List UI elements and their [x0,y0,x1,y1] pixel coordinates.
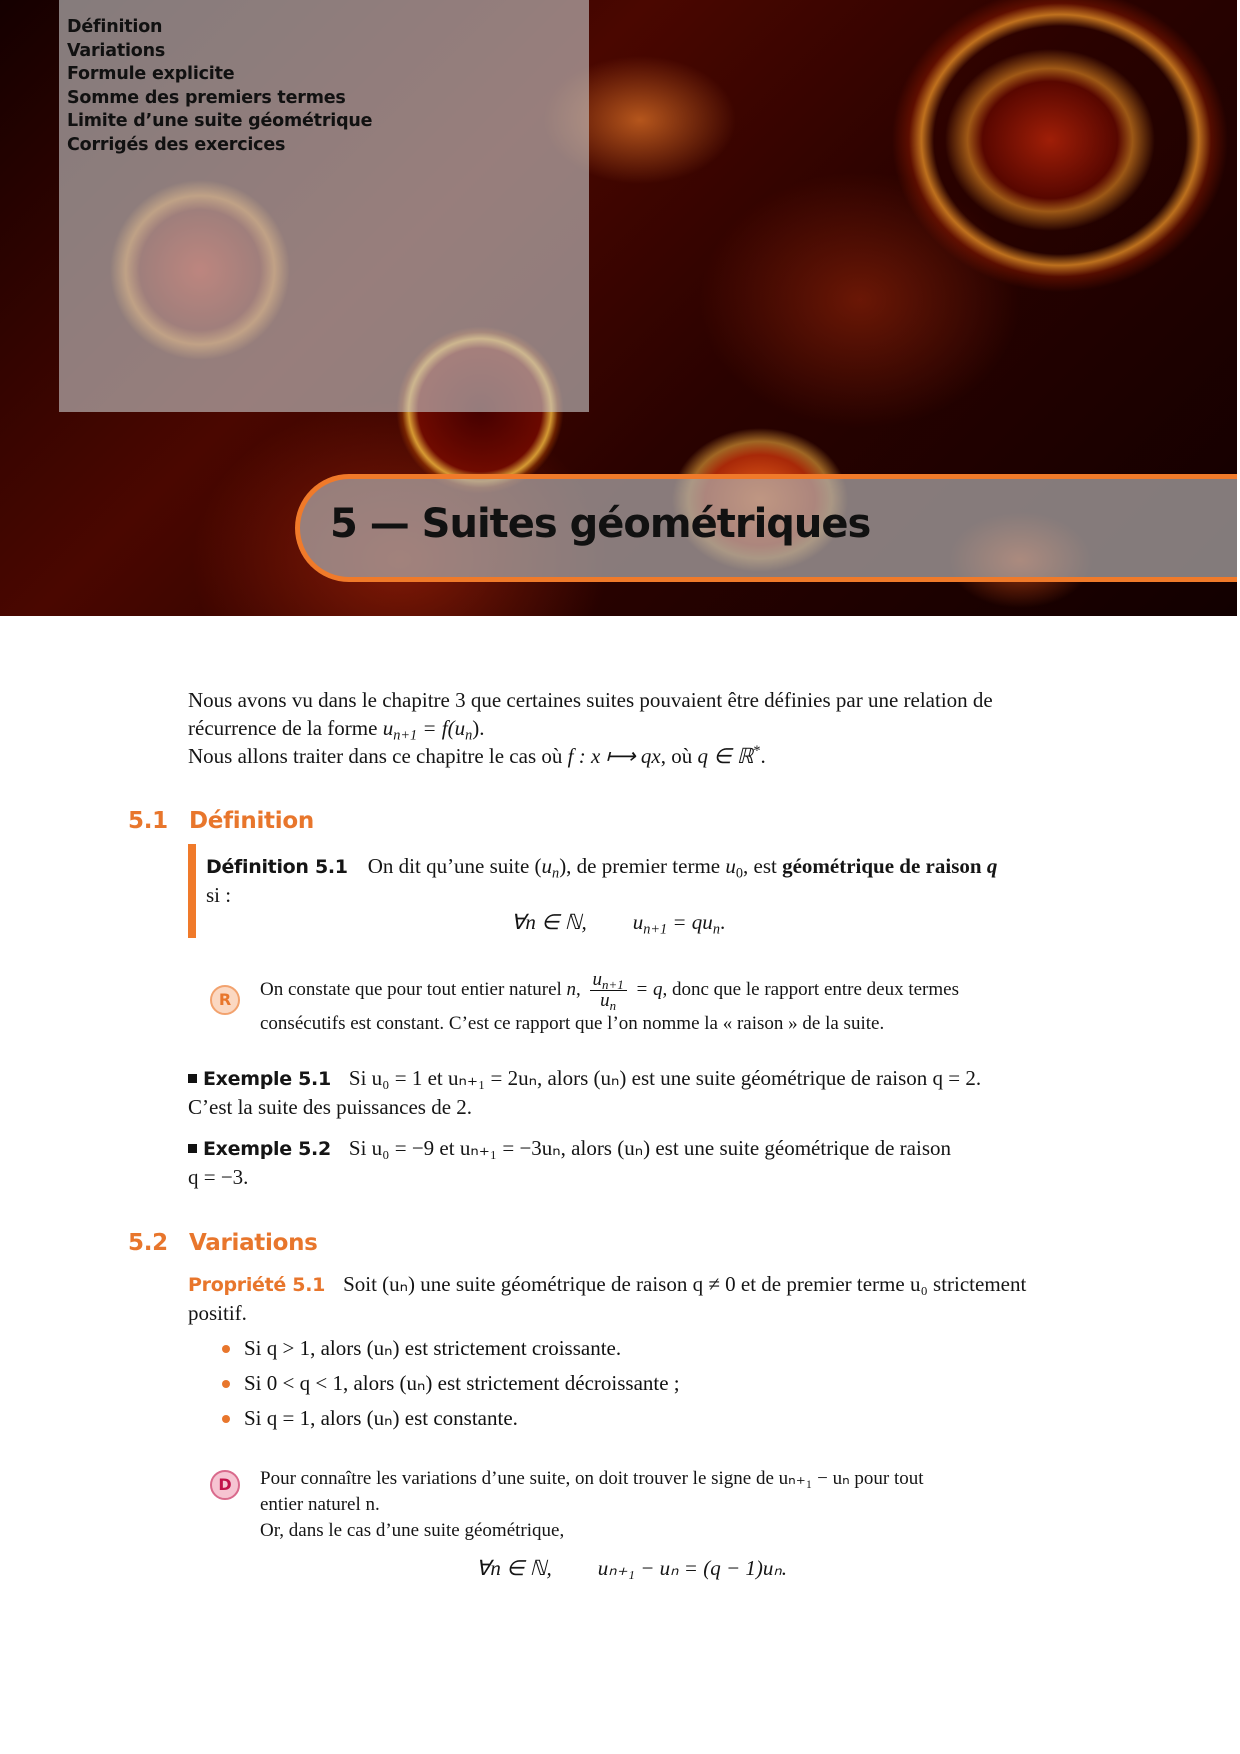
intro-line-1: Nous avons vu dans le chapitre 3 que certaines suites pouvaient être définies par une relation de [188,688,993,712]
math-qu: = qu [667,910,713,934]
example-text: Si u₀ = 1 et uₙ₊₁ = 2uₙ, alors (uₙ) est une suite géométrique de raison q = 2. [348,1066,982,1090]
example-label: Exemple 5.1 [203,1068,331,1090]
formula-difference: uₙ₊₁ − uₙ = (q − 1)uₙ. [597,1556,787,1580]
remark-text-start: On constate que pour tout entier naturel [260,978,567,1000]
math-u: u [600,990,610,1011]
definition-bold: géométrique de raison [782,854,987,878]
math-star: * [753,743,761,759]
intro-line-3-mid: , où [660,744,698,768]
intro-paragraph [188,686,1068,770]
section-title-text: Définition [189,808,314,834]
fraction-numerator [590,970,627,991]
toc-item-variations[interactable]: Variations [67,40,166,61]
example-line-1 [188,1134,1068,1163]
definition-formula [511,908,911,936]
math-u: u [632,910,644,934]
math-map: f : x ⟼ qx [567,744,661,768]
property-label: Propriété 5.1 [188,1274,326,1296]
intro-line-3-end: . [760,744,766,768]
demo-line-3: Or, dans le cas d’une suite géométrique, [260,1520,565,1541]
bullet-text: Si q > 1, alors (uₙ) est strictement croissante. [244,1336,622,1360]
demo-formula [476,1554,876,1582]
definition-text-mid2: , est [743,854,783,878]
chapter-title-band [295,474,1237,582]
math-end: . [719,910,726,934]
toc-item-corriges[interactable]: Corrigés des exercices [67,134,286,155]
example-label: Exemple 5.2 [203,1138,331,1160]
example-5-2 [188,1134,1068,1191]
formula-forall: ∀n ∈ ℕ, [476,1556,552,1580]
property-text: Soit (uₙ) une suite géométrique de raison q ≠ 0 et de premier terme u₀ strictement [343,1272,1027,1296]
math-u: u [725,854,736,878]
intro-line-2 [188,714,1068,742]
intro-line-3-text: Nous allons traiter dans ce chapitre le cas où [188,744,568,768]
bullet-dot-icon [222,1345,230,1353]
section-heading-variations [128,1230,318,1256]
fraction [590,970,627,1011]
math-sub: n [465,727,473,744]
mini-toc [59,0,589,157]
section-heading-definition [128,808,314,834]
square-bullet-icon [188,1074,197,1083]
section-title-text: Variations [189,1230,318,1256]
example-text: Si u₀ = −9 et uₙ₊₁ = −3uₙ, alors (uₙ) est une suite géométrique de raison [348,1136,951,1160]
definition-text [206,852,1056,909]
math-u: u [592,969,603,990]
property-bullet-list [222,1331,680,1436]
math-sub: n [712,921,720,938]
math-eq-q: = q [630,978,663,1000]
property-bullet [222,1366,680,1401]
demo-text [260,1466,1060,1544]
math-sub: n [609,997,617,1013]
example-5-1 [188,1064,1068,1121]
math-u: u [382,716,394,740]
math-end: ). [472,716,485,740]
section-number: 5.2 [128,1230,168,1256]
definition-bold-q: q [986,854,998,878]
formula-forall: ∀n ∈ ℕ, [511,910,587,934]
toc-item-definition[interactable]: Définition [67,17,163,37]
remark-line-1: On constate que pour tout entier naturel n, $\frac{u_{n+1}}{u_n}$ = q, donc que le rapport entre deux termes [260,969,959,1013]
example-line-1 [188,1064,1068,1093]
definition-text-start: On dit qu’une suite ( [367,854,542,878]
definition-box [188,844,1048,938]
bullet-text: Si 0 < q < 1, alors (uₙ) est strictement décroissante ; [244,1371,680,1395]
toc-item-limite[interactable]: Limite d’une suite géométrique [67,111,373,131]
definition-label: Définition 5.1 [206,856,348,878]
property-5-1 [188,1270,1068,1327]
bullet-dot-icon [222,1380,230,1388]
definition-text-mid: ), de premier terme [559,854,726,878]
math-n: n [566,978,577,1000]
math-sub: n+1 [643,921,668,938]
intro-line-3 [188,742,1068,770]
chapter-banner [0,0,1237,616]
math-u: u [541,854,553,878]
square-bullet-icon [188,1144,197,1153]
bullet-text: Si q = 1, alors (uₙ) est constante. [244,1406,518,1430]
demo-badge-icon: D [210,1470,240,1500]
remark-badge-icon: R [210,985,240,1015]
remark-text [260,970,1060,1037]
bullet-dot-icon [222,1415,230,1423]
demo-line-1: Pour connaître les variations d’une suite, on doit trouver le signe de uₙ₊₁ − uₙ pour tout [260,1468,924,1489]
math-sub: 0 [735,865,743,882]
property-bullet [222,1331,680,1366]
demo-line-2: entier naturel n. [260,1494,380,1515]
mini-toc-panel [59,0,589,412]
math-sub: n+1 [393,727,418,744]
remark-line-2: consécutifs est constant. C’est ce rapport que l’on nomme la « raison » de la suite. [260,1013,885,1034]
math-f: = f(u [417,716,466,740]
property-bullet [222,1401,680,1436]
math-sub: n+1 [602,976,624,992]
example-line-2: q = −3. [188,1165,249,1189]
property-line-1 [188,1270,1068,1299]
toc-item-formule-explicite[interactable]: Formule explicite [67,64,235,84]
section-number: 5.1 [128,808,168,834]
property-line-2: positif. [188,1301,247,1325]
example-line-2: C’est la suite des puissances de 2. [188,1095,473,1119]
intro-line-2-text: récurrence de la forme [188,716,383,740]
toc-item-somme[interactable]: Somme des premiers termes [67,87,346,108]
chapter-title: 5 — Suites géométriques [330,501,871,547]
math-q-real: q ∈ ℝ [697,744,754,768]
fraction-denominator [590,991,627,1011]
definition-line-2: si : [206,883,232,907]
remark-text-rest: , donc que le rapport entre deux termes [662,978,959,1000]
math-sub: n [552,865,560,882]
